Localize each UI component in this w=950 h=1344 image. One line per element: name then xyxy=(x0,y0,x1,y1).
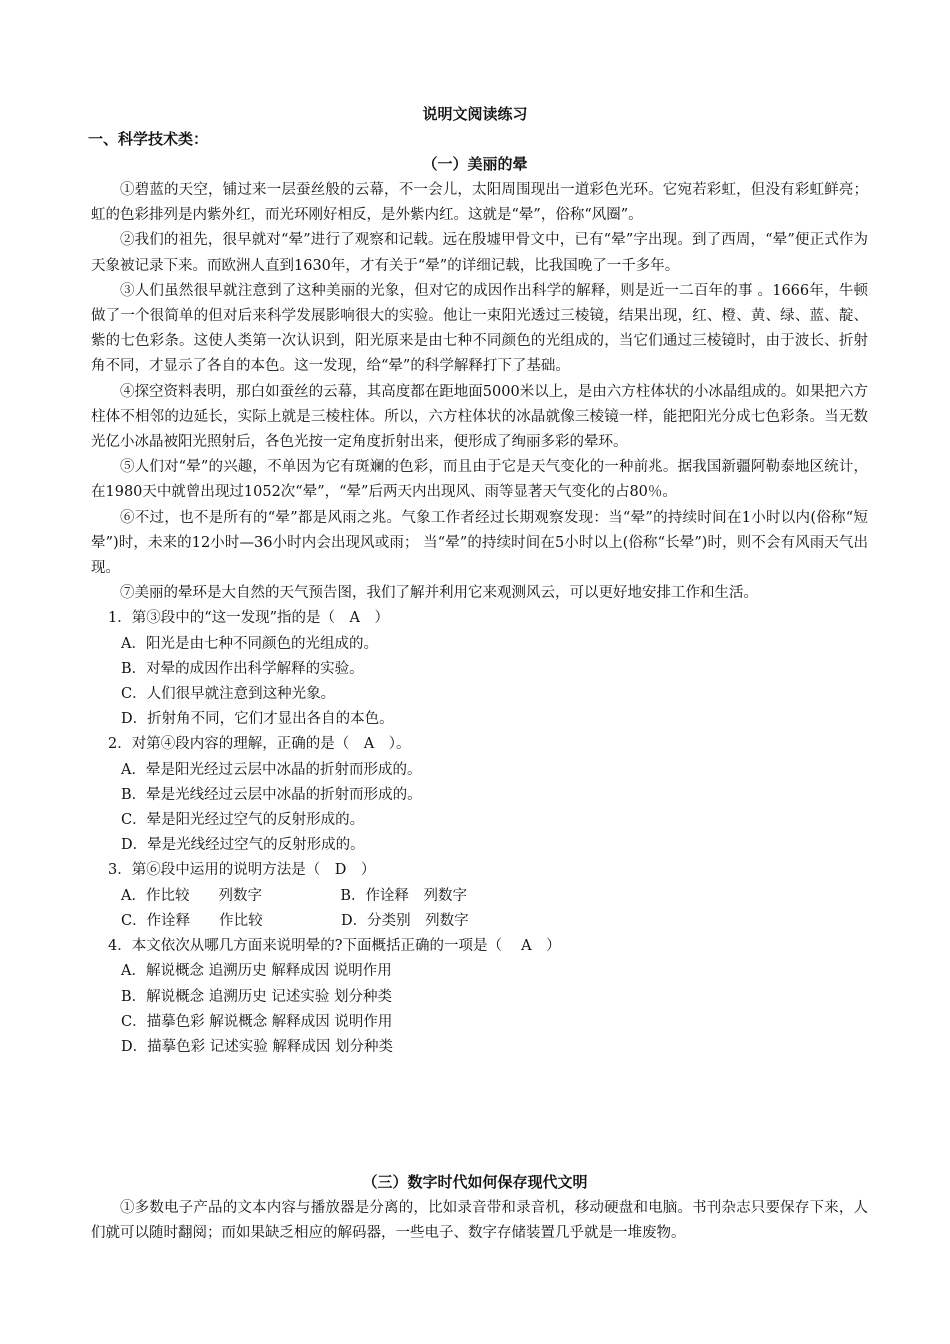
question-option: A．阳光是由七种不同颜色的光组成的。 xyxy=(121,635,378,652)
question-stem: 1．第③段中的“这一发现”指的是（ A ） xyxy=(108,610,390,627)
question-option: A．解说概念 追溯历史 解释成因 说明作用 xyxy=(121,963,392,980)
question-4 xyxy=(91,934,868,1060)
section-heading: 一、科学技术类： xyxy=(88,130,209,148)
question-3 xyxy=(91,858,868,934)
question-option: B．解说概念 追溯历史 记述实验 划分种类 xyxy=(121,988,392,1005)
paragraph: ②我们的祖先，很早就对“晕”进行了观察和记载。远在殷墟甲骨文中，已有“晕”字出现。到了西周，“晕”便正式作为天象被记录下来。而欧洲人直到1630年，才有关于“晕”的详细记载，比我国晚了一千多年。 xyxy=(91,232,868,274)
question-stem: 2．对第④段内容的理解，正确的是（ A ）。 xyxy=(108,736,411,753)
article-1-title: （一）美丽的晕 xyxy=(422,155,528,173)
question-option: D．描摹色彩 记述实验 解释成因 划分种类 xyxy=(121,1038,393,1055)
question-option: C．描摹色彩 解说概念 解释成因 说明作用 xyxy=(121,1013,393,1030)
paragraph: ③人们虽然很早就注意到了这种美丽的光象，但对它的成因作出科学的解释，则是近一二百年的事 。1666年，牛顿做了一个很简单的但对后来科学发展影响很大的实验。他让一束阳光透过三棱镜，结果出现，红、橙、黄、绿、蓝、靛、紫的七色彩条。这使人类第一次认识到，阳光原来是由七种不同颜色的光组成的，当它们通过三棱镜时，由于波长、折射角不同，才显示了各自的本色。这一发现，给“晕”的科学解释打下了基础。 xyxy=(91,282,868,375)
paragraph: ⑥不过，也不是所有的“晕”都是风雨之兆。气象工作者经过长期观察发现：当“晕”的持续时间在1小时以内(俗称“短晕”)时，未来的12小时—36小时内会出现风或雨； 当“晕”的持续时间在5小时以上(俗称“长晕”)时，则不会有风雨天气出现。 xyxy=(91,509,868,577)
question-option: C．作诠释 作比较 D．分类别 列数字 xyxy=(121,912,469,929)
document-title: 说明文阅读练习 xyxy=(422,105,528,123)
question-option: C．晕是阳光经过空气的反射形成的。 xyxy=(121,812,365,829)
question-stem: 4．本文依次从哪几方面来说明晕的?下面概括正确的一项是（ A ） xyxy=(108,938,561,955)
question-option: D．折射角不同，它们才显出各自的本色。 xyxy=(121,711,394,728)
paragraph: ①多数电子产品的文本内容与播放器是分离的，比如录音带和录音机，移动硬盘和电脑。书刊杂志只要保存下来，人们就可以随时翻阅；而如果缺乏相应的解码器，一些电子、数字存储装置几乎就是一堆废物。 xyxy=(91,1200,868,1242)
question-option: A．晕是阳光经过云层中冰晶的折射而形成的。 xyxy=(121,761,422,778)
question-stem: 3．第⑥段中运用的说明方法是（ D ） xyxy=(108,862,376,879)
article-3-body xyxy=(91,1196,868,1246)
paragraph: ④探空资料表明，那白如蚕丝的云幕，其高度都在距地面5000米以上，是由六方柱体状的小冰晶组成的。如果把六方柱体不相邻的边延长，实际上就是三棱柱体。所以，六方柱体状的冰晶就像三棱镜一样，能把阳光分成七色彩条。当无数光亿小冰晶被阳光照射后，各色光按一定角度折射出来，便形成了绚丽多彩的晕环。 xyxy=(91,383,868,451)
paragraph: ⑦美丽的晕环是大自然的天气预告图，我们了解并利用它来观测风云，可以更好地安排工作和生活。 xyxy=(120,585,758,602)
paragraph: ⑤人们对“晕”的兴趣，不单因为它有斑斓的色彩，而且由于它是天气变化的一种前兆。据我国新疆阿勒泰地区统计，在1980天中就曾出现过1052次“晕”，“晕”后两天内出现风、雨等显著天气变化的占80％。 xyxy=(91,459,868,501)
question-option: B．对晕的成因作出科学解释的实验。 xyxy=(121,660,364,677)
question-option: C．人们很早就注意到这种光象。 xyxy=(121,686,336,703)
paragraph: ①碧蓝的天空，铺过来一层蚕丝般的云幕，不一会儿，太阳周围现出一道彩色光环。它宛若彩虹，但没有彩虹鲜亮；虹的色彩排列是内紫外红，而光环刚好相反，是外紫内红。这就是“晕”，俗称“风圈”。 xyxy=(91,182,868,224)
question-2 xyxy=(91,732,868,858)
question-option: B．晕是光线经过云层中冰晶的折射而形成的。 xyxy=(121,786,422,803)
article-3-title: （三）数字时代如何保存现代文明 xyxy=(362,1173,588,1191)
question-option: A．作比较 列数字 B．作诠释 列数字 xyxy=(121,887,467,904)
question-1 xyxy=(91,606,868,732)
question-option: D．晕是光线经过空气的反射形成的。 xyxy=(121,837,365,854)
article-1-body xyxy=(91,178,868,1060)
